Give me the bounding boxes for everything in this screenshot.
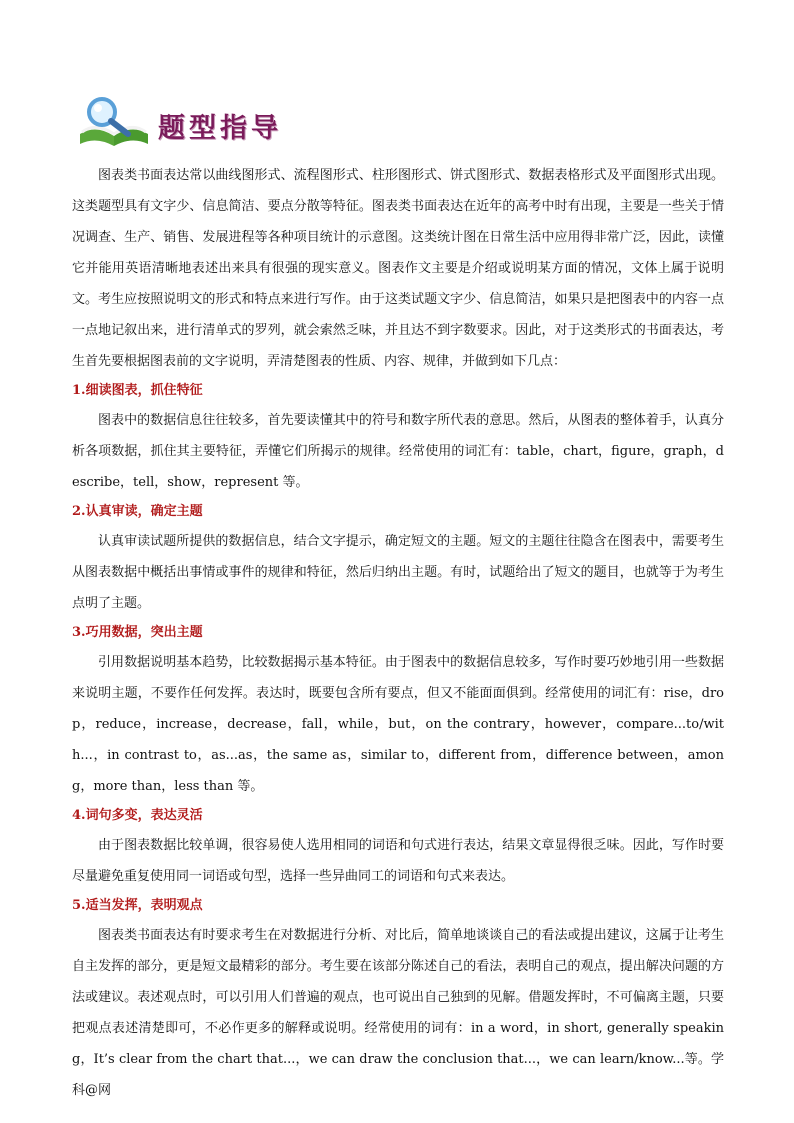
section-body-3: 引用数据说明基本趋势，比较数据揭示基本特征。由于图表中的数据信息较多，写作时要巧妙地引用一些数据来说明主题，不要作任何发挥。表达时，既要包含所有要点，但又不能面面俱到。经常使用的词汇有：rise，drop，reduce，increase，decrease，fall，while，but，on the contrary，however，compare...to/with...，in contrast to，as...as，the same as，similar to，different from，difference between，among，more than，less than 等。 <box>72 655 724 794</box>
section-body-4: 由于图表数据比较单调，很容易使人选用相同的词语和句式进行表达，结果文章显得很乏味。因此，写作时要尽量避免重复使用同一词语或句型，选择一些异曲同工的词语和句式来表达。 <box>72 838 724 884</box>
document-body <box>72 160 724 1106</box>
section-body-2: 认真审读试题所提供的数据信息，结合文字提示，确定短文的主题。短文的主题往往隐含在图表中，需要考生从图表数据中概括出事情或事件的规律和特征，然后归纳出主题。有时，试题给出了短文的题目，也就等于为考生点明了主题。 <box>72 534 724 611</box>
magnifier-book-icon <box>76 94 156 150</box>
section-heading-5: 5.适当发挥，表明观点 <box>72 898 203 913</box>
section-header <box>76 94 376 154</box>
section-heading-1: 1.细读图表，抓住特征 <box>72 383 203 398</box>
section-body-5: 图表类书面表达有时要求考生在对数据进行分析、对比后，简单地谈谈自己的看法或提出建议，这属于让考生自主发挥的部分，更是短文最精彩的部分。考生要在该部分陈述自己的看法，表明自己的观点，提出解决问题的方法或建议。表述观点时，可以引用人们普遍的观点，也可说出自己独到的见解。借题发挥时，不可偏离主题，只要把观点表述清楚即可，不必作更多的解释或说明。经常使用的词有：in a word，in short, generally speaking，It’s clear from the chart that...，we can draw the conclusion that...，we can learn/know...等。学科@网 <box>72 928 724 1098</box>
section-heading-3: 3.巧用数据，突出主题 <box>72 625 203 640</box>
page-title: 题型指导 <box>158 113 282 144</box>
section-heading-2: 2.认真审读，确定主题 <box>72 504 203 519</box>
intro-paragraph: 图表类书面表达常以曲线图形式、流程图形式、柱形图形式、饼式图形式、数据表格形式及平面图形式出现。这类题型具有文字少、信息简洁、要点分散等特征。图表类书面表达在近年的高考中时有出现，主要是一些关于情况调查、生产、销售、发展进程等各种项目统计的示意图。这类统计图在日常生活中应用得非常广泛，因此，读懂它并能用英语清晰地表述出来具有很强的现实意义。图表作文主要是介绍或说明某方面的情况，文体上属于说明文。考生应按照说明文的形式和特点来进行写作。由于这类试题文字少、信息简洁，如果只是把图表中的内容一点一点地记叙出来，进行清单式的罗列，就会索然乏味，并且达不到字数要求。因此，对于这类形式的书面表达，考生首先要根据图表前的文字说明，弄清楚图表的性质、内容、规律，并做到如下几点： <box>72 168 724 369</box>
section-body-1: 图表中的数据信息往往较多，首先要读懂其中的符号和数字所代表的意思。然后，从图表的整体着手，认真分析各项数据，抓住其主要特征，弄懂它们所揭示的规律。经常使用的词汇有：table，chart，figure，graph，describe，tell，show，represent 等。 <box>72 413 724 490</box>
section-heading-4: 4.词句多变，表达灵活 <box>72 808 203 823</box>
